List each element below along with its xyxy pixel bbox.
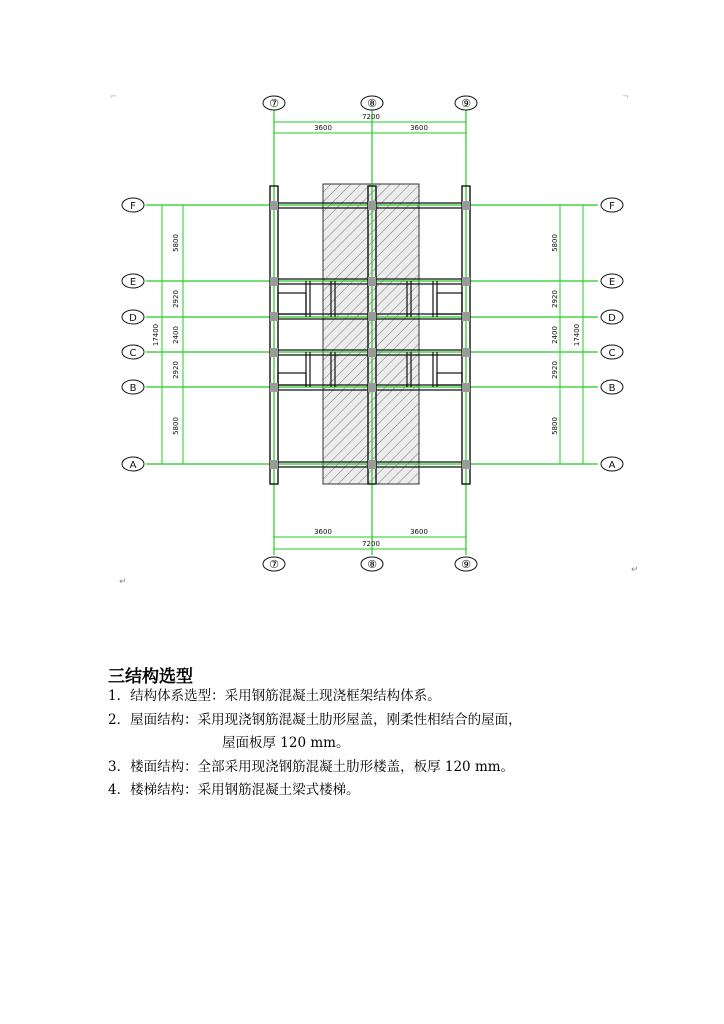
list-item: 4．楼梯结构：采用钢筋混凝土梁式楼梯。 [108,782,360,798]
hatched-slab [323,184,419,484]
row-span-dimension: 2920 [172,290,180,308]
row-axis-label-left: F [130,201,136,212]
row-span-dimension: 5800 [172,417,180,435]
row-axis-label-left: C [129,348,137,359]
paragraph-mark: ↵ [119,577,127,587]
top-axis-label: ⑨ [461,97,471,110]
list-item-continuation: 屋面板厚 120 mm。 [222,735,350,751]
row-axis-label-right: B [608,383,616,394]
row-span-dimension: 5800 [172,234,180,252]
right-vertical-dimensions [551,234,581,435]
list-item: 1．结构体系选型：采用钢筋混凝土现浇框架结构体系。 [108,688,441,704]
bottom-axis-label: ⑧ [367,558,377,571]
bottom-axis-bubbles [263,557,477,571]
row-span-dimension: 5800 [551,417,559,435]
row-span-dimension: 5800 [551,234,559,252]
row-span-dimension: 2920 [551,290,559,308]
row-axis-label-right: E [608,277,616,288]
row-span-dimension: 2920 [172,361,180,379]
bottom-axis-label: ⑦ [269,558,279,571]
top-span-dimension: 3600 [314,124,332,132]
top-axis-label: ⑧ [367,97,377,110]
list-item: 2．屋面结构：采用现浇钢筋混凝土肋形屋盖，刚柔性相结合的屋面， [108,712,522,728]
top-axis-label: ⑦ [269,97,279,110]
top-axis-bubbles [263,96,477,110]
row-span-dimension: 2400 [172,326,180,344]
row-span-dimension: 2920 [551,361,559,379]
row-axis-label-left: B [129,383,137,394]
row-axis-label-left: D [129,313,137,324]
row-axis-label-right: F [609,201,615,212]
row-axis-label-right: C [608,348,616,359]
row-span-dimension: 2400 [551,326,559,344]
top-total-dimension: 7200 [362,113,380,121]
row-axis-label-right: D [608,313,616,324]
row-axis-label-right: A [608,460,616,471]
top-span-dimension: 3600 [410,124,428,132]
left-vertical-dimensions [152,234,180,435]
bottom-total-dimension: 7200 [362,540,380,548]
bottom-span-dimension: 3600 [410,528,428,536]
paragraph-mark: ↵ [631,565,639,575]
total-depth-dimension: 17400 [152,323,160,347]
bottom-span-dimension: 3600 [314,528,332,536]
bottom-axis-label: ⑨ [461,558,471,571]
section-heading: 三结构选型 [108,667,193,687]
total-depth-dimension: 17400 [573,323,581,347]
corner-mark: ¬ [622,92,629,101]
corner-mark: ⌐ [110,92,117,101]
row-axis-label-left: E [129,277,137,288]
row-axis-label-left: A [129,460,137,471]
list-item: 3．楼面结构：全部采用现浇钢筋混凝土肋形楼盖，板厚 120 mm。 [108,759,515,775]
